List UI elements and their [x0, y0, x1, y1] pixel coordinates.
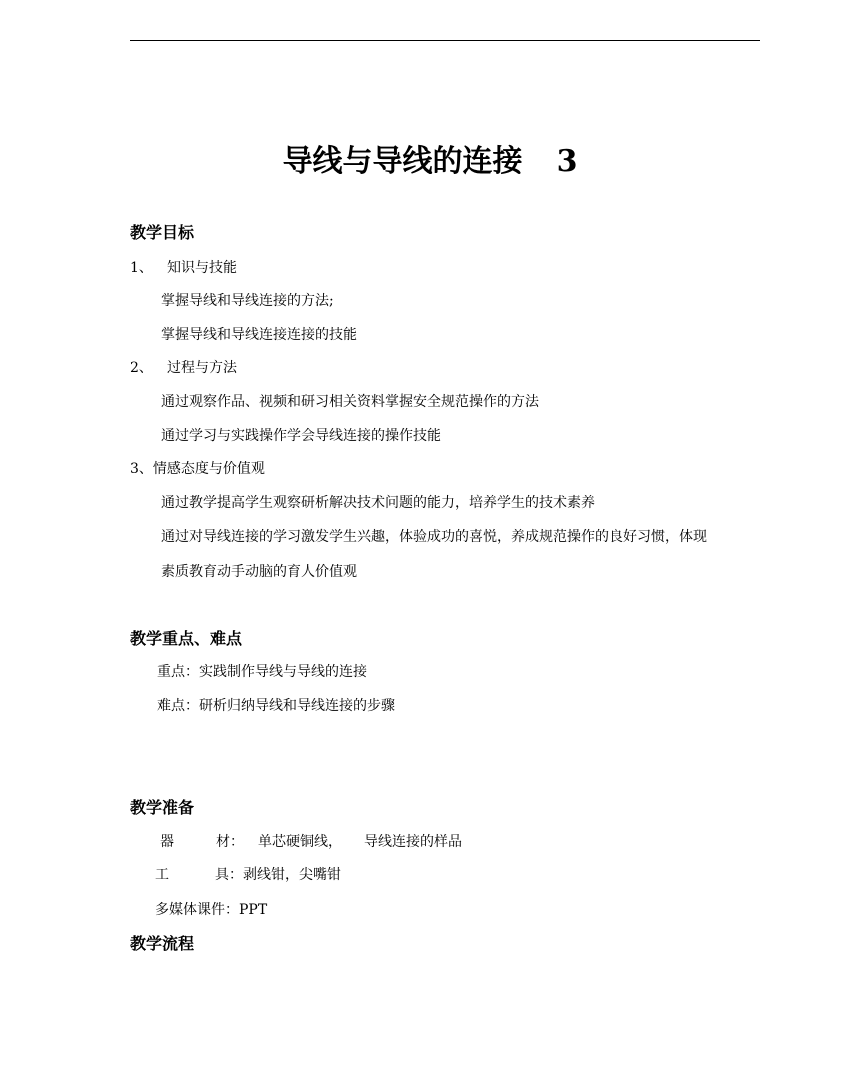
objective-group-1-label: 知识与技能: [167, 260, 237, 276]
key-point-difficulty: 难点：研析归纳导线和导线连接的步骤: [157, 698, 395, 714]
objective-group-2-label: 过程与方法: [167, 360, 237, 376]
objective-item: 通过观察作品、视频和研习相关资料掌握安全规范操作的方法: [161, 394, 539, 410]
objective-item: 掌握导线和导线连接连接的技能: [161, 327, 357, 343]
key-point-focus: 重点：实践制作导线与导线的连接: [157, 664, 367, 680]
tools-label-second: 具：剥线钳，尖嘴钳: [215, 867, 341, 883]
materials-label-second: 材：: [216, 834, 244, 850]
document-title: [0, 140, 860, 184]
objective-item: 通过教学提高学生观察研析解决技术问题的能力，培养学生的技术素养: [161, 495, 595, 511]
preparation-heading: 教学准备: [130, 798, 195, 817]
materials-label-first: 器: [160, 834, 174, 850]
objective-group-2-index: 2、: [130, 360, 153, 376]
document-title-number: 3: [556, 144, 578, 179]
preparation-tools: [155, 864, 341, 886]
objectives-heading: 教学目标: [130, 223, 195, 242]
objective-group-1: [130, 257, 237, 279]
objective-group-3-index: 3、: [130, 461, 153, 477]
materials-value-a: 单芯硬铜线，: [258, 834, 342, 850]
materials-value-b: 导线连接的样品: [364, 834, 462, 850]
objective-group-2: [130, 357, 237, 379]
objective-group-3: [130, 458, 265, 480]
document-title-text: 导线与导线的连接: [282, 144, 523, 179]
objective-item: 掌握导线和导线连接的方法;: [161, 293, 334, 309]
tools-label-first: 工: [155, 867, 169, 883]
header-rule: [130, 40, 760, 41]
objective-item: 素质教育动手动脑的育人价值观: [161, 564, 357, 580]
objective-item: 通过对导线连接的学习激发学生兴趣，体验成功的喜悦，养成规范操作的良好习惯，体现: [161, 529, 707, 545]
objective-group-1-index: 1、: [130, 260, 153, 276]
key-points-heading: 教学重点、难点: [130, 629, 243, 648]
preparation-materials: [160, 831, 462, 853]
preparation-courseware: 多媒体课件：PPT: [155, 902, 268, 918]
objective-group-3-label: 情感态度与价值观: [152, 461, 265, 477]
objective-item: 通过学习与实践操作学会导线连接的操作技能: [161, 428, 441, 444]
process-heading: 教学流程: [130, 934, 195, 953]
